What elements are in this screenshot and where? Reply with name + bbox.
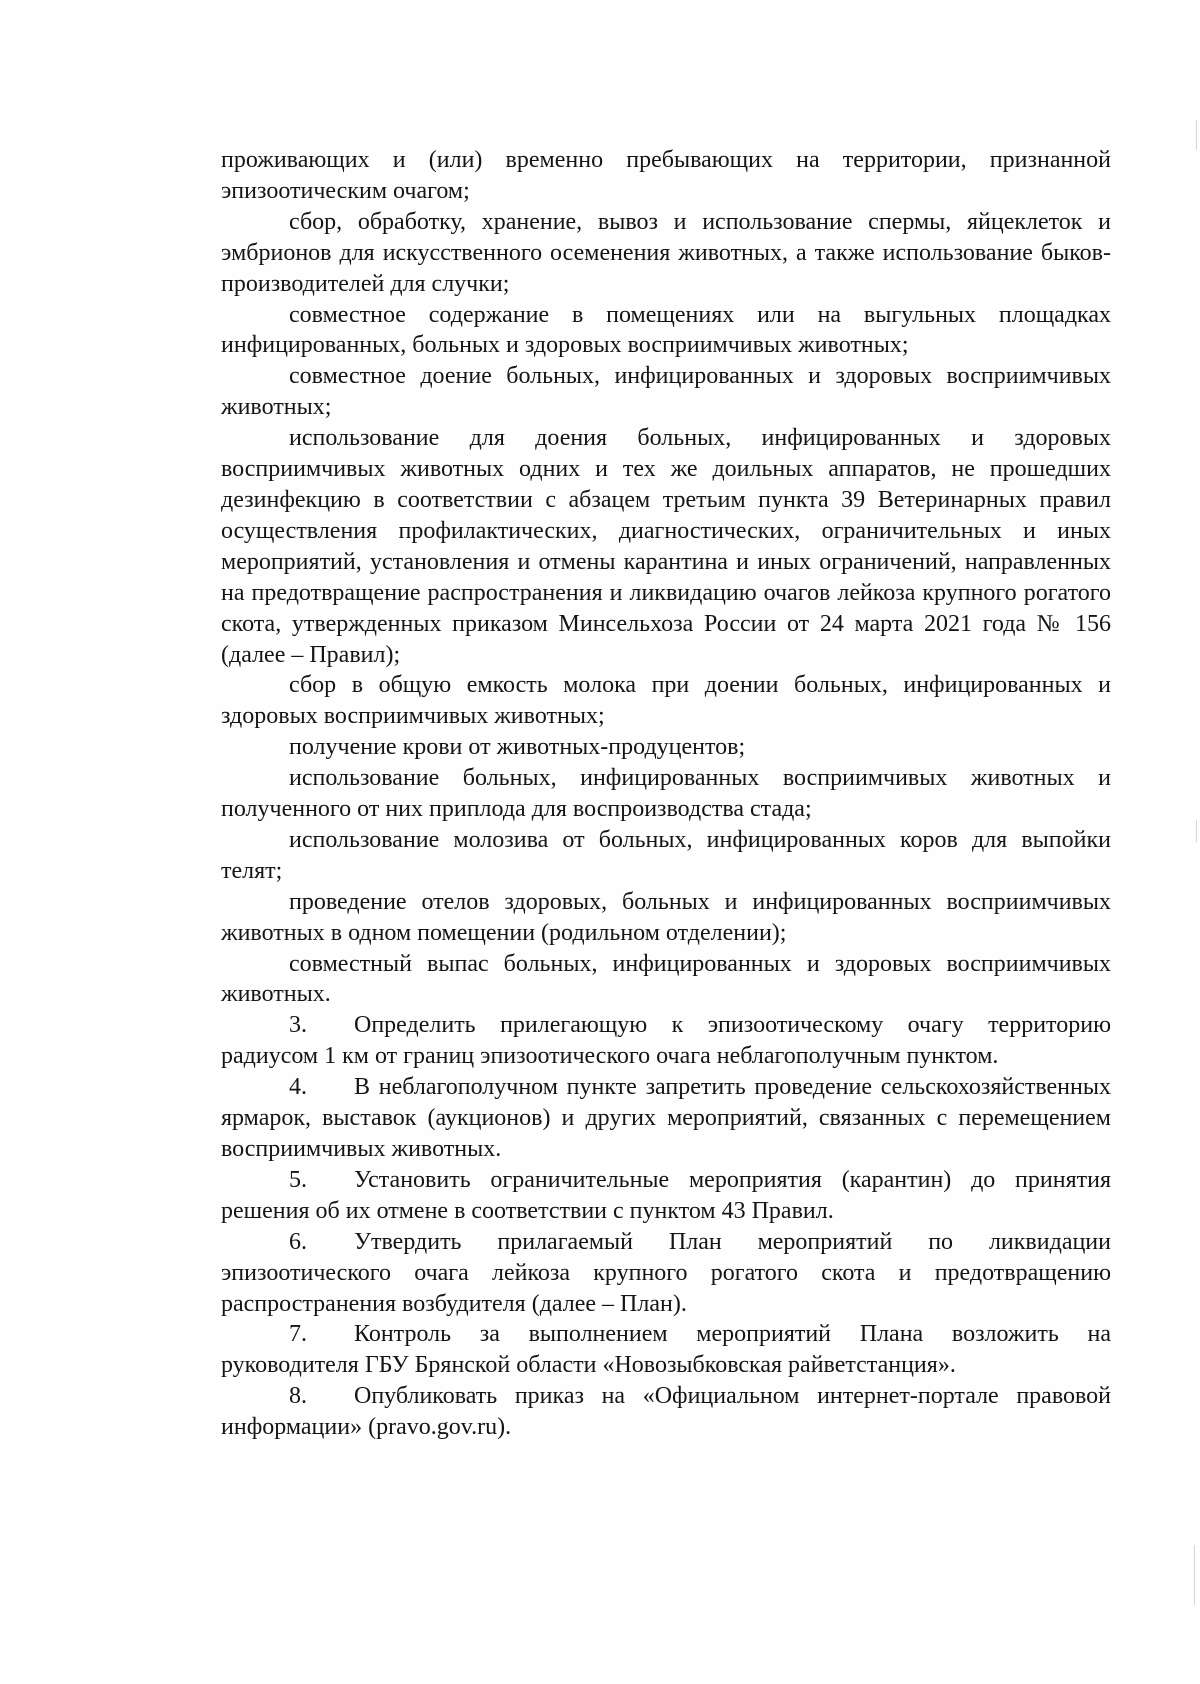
numbered-clause	[221, 1165, 1111, 1227]
numbered-clause	[221, 1072, 1111, 1165]
list-item-paragraph	[221, 825, 1111, 887]
list-item-paragraph	[221, 732, 1111, 763]
clause-text: Утвердить прилагаемый План мероприятий по ликвидации эпизоотического очага лейкоза крупного рогатого скота и предотвращению распространения возбудителя (далее – План).	[221, 1228, 1111, 1317]
list-item-paragraph	[221, 949, 1111, 1011]
scan-artifact	[1196, 820, 1197, 842]
clause-text: В неблагополучном пункте запретить проведение сельскохозяйственных ярмарок, выставок (аукционов) и других мероприятий, связанных с перемещением восприимчивых животных.	[221, 1074, 1111, 1162]
numbered-clause	[221, 1319, 1111, 1381]
paragraph-text: совместное доение больных, инфицированных и здоровых восприимчивых животных;	[221, 363, 1111, 421]
paragraph-text: использование молозива от больных, инфицированных коров для выпойки телят;	[221, 826, 1111, 884]
paragraph-continuation	[221, 145, 1111, 207]
clause-number: 8.	[289, 1383, 307, 1410]
list-item-paragraph	[221, 300, 1111, 362]
clause-number: 6.	[289, 1228, 307, 1255]
numbered-clause	[221, 1010, 1111, 1072]
clause-number: 7.	[289, 1321, 307, 1348]
clause-number: 3.	[289, 1012, 307, 1039]
list-item-paragraph	[221, 763, 1111, 825]
paragraph-text: использование больных, инфицированных восприимчивых животных и полученного от них приплода для воспроизводства стада;	[221, 765, 1111, 823]
clause-number: 4.	[289, 1074, 307, 1101]
paragraph-text: совместный выпас больных, инфицированных и здоровых восприимчивых животных.	[221, 950, 1111, 1008]
clause-number: 5.	[289, 1166, 307, 1193]
clause-text: Опубликовать приказ на «Официальном интернет-портале правовой информации» (pravo.gov.ru).	[221, 1383, 1111, 1441]
list-item-paragraph	[221, 361, 1111, 423]
document-body	[221, 145, 1111, 1443]
list-item-paragraph	[221, 207, 1111, 300]
numbered-clause	[221, 1381, 1111, 1443]
paragraph-text: сбор, обработку, хранение, вывоз и использование спермы, яйцеклеток и эмбрионов для искусственного осеменения животных, а также использование быков-производителей для случки;	[221, 208, 1111, 297]
clause-text: Установить ограничительные мероприятия (карантин) до принятия решения об их отмене в соответствии с пунктом 43 Правил.	[221, 1166, 1111, 1224]
paragraph-text: получение крови от животных-продуцентов;	[289, 734, 746, 761]
paragraph-text: сбор в общую емкость молока при доении больных, инфицированных и здоровых восприимчивых животных;	[221, 672, 1111, 730]
scan-artifact	[1196, 120, 1197, 150]
paragraph-text: использование для доения больных, инфицированных и здоровых восприимчивых животных одних и тех же доильных аппаратов, не прошедших дезинфекцию в соответствии с абзацем третьим пункта 39 Ветеринарных правил осуществления профилактических, диагностических, ограничительных и иных мероприятий, установления и отмены карантина и иных ограничений, направленных на предотвращение распространения и ликвидацию очагов лейкоза крупного рогатого скота, утвержденных приказом Минсельхоза России от 24 марта 2021 года № 156 (далее – Правил);	[221, 425, 1111, 668]
scan-artifact	[1194, 1545, 1195, 1605]
clause-text: Контроль за выполнением мероприятий Плана возложить на руководителя ГБУ Брянской области «Новозыбковская райветстанция».	[221, 1321, 1111, 1379]
clause-text: Определить прилегающую к эпизоотическому очагу территорию радиусом 1 км от границ эпизоотического очага неблагополучным пунктом.	[221, 1012, 1111, 1070]
list-item-paragraph	[221, 670, 1111, 732]
list-item-paragraph	[221, 423, 1111, 670]
list-item-paragraph	[221, 887, 1111, 949]
paragraph-text: совместное содержание в помещениях или на выгульных площадках инфицированных, больных и здоровых восприимчивых животных;	[221, 301, 1111, 359]
paragraph-text: проведение отелов здоровых, больных и инфицированных восприимчивых животных в одном помещении (родильном отделении);	[221, 888, 1111, 946]
paragraph-text: проживающих и (или) временно пребывающих на территории, признанной эпизоотическим очагом;	[221, 147, 1111, 204]
numbered-clause	[221, 1227, 1111, 1320]
